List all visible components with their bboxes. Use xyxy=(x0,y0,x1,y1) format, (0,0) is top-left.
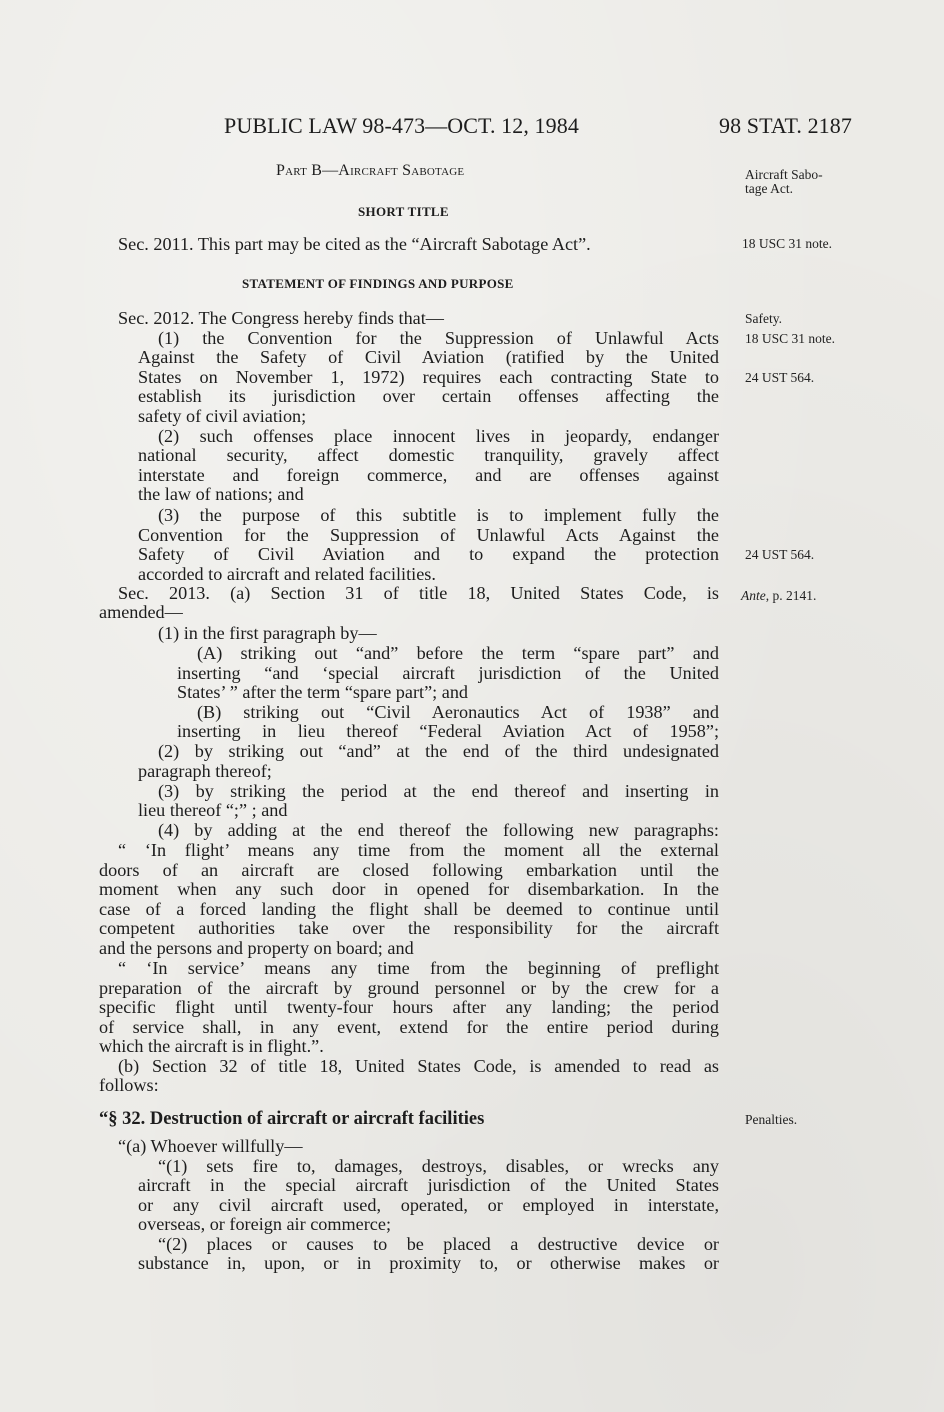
body-line: Convention for the Suppression of Unlawful Acts Against the xyxy=(138,525,719,545)
body-line: moment when any such door in opened for disembarkation. In the xyxy=(99,879,719,899)
body-line: “(2) places or causes to be placed a destructive device or xyxy=(158,1234,719,1254)
margin-note-penalties: Penalties. xyxy=(745,1112,798,1127)
body-line: (3) the purpose of this subtitle is to implement fully the xyxy=(158,505,719,525)
margin-note-ante-label: Ante xyxy=(741,588,766,603)
body-line: amended— xyxy=(99,602,183,622)
body-line: States on November 1, 1972) requires each contracting State to xyxy=(138,367,719,387)
body-line: national security, affect domestic tranquility, gravely affect xyxy=(138,445,719,465)
body-line: Against the Safety of Civil Aviation (ratified by the United xyxy=(138,347,719,367)
body-line: (1) in the first paragraph by— xyxy=(158,623,377,643)
findings-heading: STATEMENT OF FINDINGS AND PURPOSE xyxy=(242,276,514,291)
body-line: lieu thereof “;” ; and xyxy=(138,800,288,820)
body-line: interstate and foreign commerce, and are offenses against xyxy=(138,465,719,485)
body-line: (B) striking out “Civil Aeronautics Act of 1938” and xyxy=(197,702,719,722)
body-line: (3) by striking the period at the end thereof and inserting in xyxy=(158,781,719,801)
body-line: follows: xyxy=(99,1075,159,1095)
body-line: establish its jurisdiction over certain offenses affecting the xyxy=(138,386,719,406)
body-line: inserting in lieu thereof “Federal Aviation Act of 1958”; xyxy=(177,721,719,741)
body-line: safety of civil aviation; xyxy=(138,406,307,426)
body-line: of service shall, in any event, extend for the entire period during xyxy=(99,1017,719,1037)
body-line: which the aircraft is in flight.”. xyxy=(99,1036,324,1056)
body-line: States’ ” after the term “spare part”; and xyxy=(177,682,469,702)
body-line: Sec. 2012. The Congress hereby finds that— xyxy=(118,308,444,328)
margin-note-line: Aircraft Sabo- xyxy=(745,167,823,182)
sec-2011-text: Sec. 2011. This part may be cited as the “Aircraft Sabotage Act”. xyxy=(118,234,591,254)
margin-note-safety: Safety. xyxy=(745,311,782,326)
body-line: inserting “and ‘special aircraft jurisdiction of the United xyxy=(177,663,719,683)
stat-page-number: 98 STAT. 2187 xyxy=(719,113,852,138)
body-line: paragraph thereof; xyxy=(138,761,272,781)
part-title: Part B—Aircraft Sabotage xyxy=(276,162,465,179)
body-line: (A) striking out “and” before the term “spare part” and xyxy=(197,643,719,663)
body-line: case of a forced landing the flight shall be deemed to continue until xyxy=(99,899,719,919)
body-line: “ ‘In flight’ means any time from the moment all the external xyxy=(118,840,719,860)
body-line: (b) Section 32 of title 18, United States Code, is amended to read as xyxy=(118,1056,719,1076)
body-line: specific flight until twenty-four hours after any landing; the period xyxy=(99,997,719,1017)
body-line: doors of an aircraft are closed following embarkation until the xyxy=(99,860,719,880)
body-line: Sec. 2013. (a) Section 31 of title 18, United States Code, is xyxy=(118,583,719,603)
margin-note-usc-31-note: 18 USC 31 note. xyxy=(745,331,836,346)
public-law-header: PUBLIC LAW 98-473—OCT. 12, 1984 xyxy=(224,113,579,138)
margin-note-usc-31-note: 18 USC 31 note. xyxy=(742,236,833,251)
body-line: aircraft in the special aircraft jurisdiction of the United States xyxy=(138,1175,719,1195)
margin-note-ante xyxy=(741,589,816,603)
body-line: accorded to aircraft and related facilities. xyxy=(138,564,436,584)
body-line: Safety of Civil Aviation and to expand the protection xyxy=(138,544,719,564)
margin-note-line: tage Act. xyxy=(745,181,793,196)
margin-note-ust-564: 24 UST 564. xyxy=(745,370,815,385)
body-line: (1) the Convention for the Suppression of Unlawful Acts xyxy=(158,328,719,348)
margin-note-ust-564: 24 UST 564. xyxy=(745,547,815,562)
body-line: or any civil aircraft used, operated, or employed in interstate, xyxy=(138,1195,719,1215)
short-title-heading: SHORT TITLE xyxy=(358,204,449,219)
body-line: competent authorities take over the responsibility for the aircraft xyxy=(99,918,719,938)
body-line: “(1) sets fire to, damages, destroys, disables, or wrecks any xyxy=(158,1156,719,1176)
body-line: “ ‘In service’ means any time from the beginning of preflight xyxy=(118,958,719,978)
body-line: (2) by striking out “and” at the end of the third undesignated xyxy=(158,741,719,761)
body-line: substance in, upon, or in proximity to, or otherwise makes or xyxy=(138,1253,719,1273)
body-line: preparation of the aircraft by ground personnel or by the crew for a xyxy=(99,978,719,998)
body-line: (4) by adding at the end thereof the following new paragraphs: xyxy=(158,820,719,840)
body-line: (2) such offenses place innocent lives in jeopardy, endanger xyxy=(158,426,719,446)
section-32-heading: “§ 32. Destruction of aircraft or aircraft facilities xyxy=(99,1109,485,1129)
body-line: the law of nations; and xyxy=(138,484,304,504)
body-line: overseas, or foreign air commerce; xyxy=(138,1214,391,1234)
margin-note-aircraft-sabotage-act xyxy=(745,168,823,196)
body-line: “(a) Whoever willfully— xyxy=(118,1136,303,1156)
body-line: and the persons and property on board; and xyxy=(99,938,414,958)
margin-note-ante-page: , p. 2141. xyxy=(765,588,817,603)
